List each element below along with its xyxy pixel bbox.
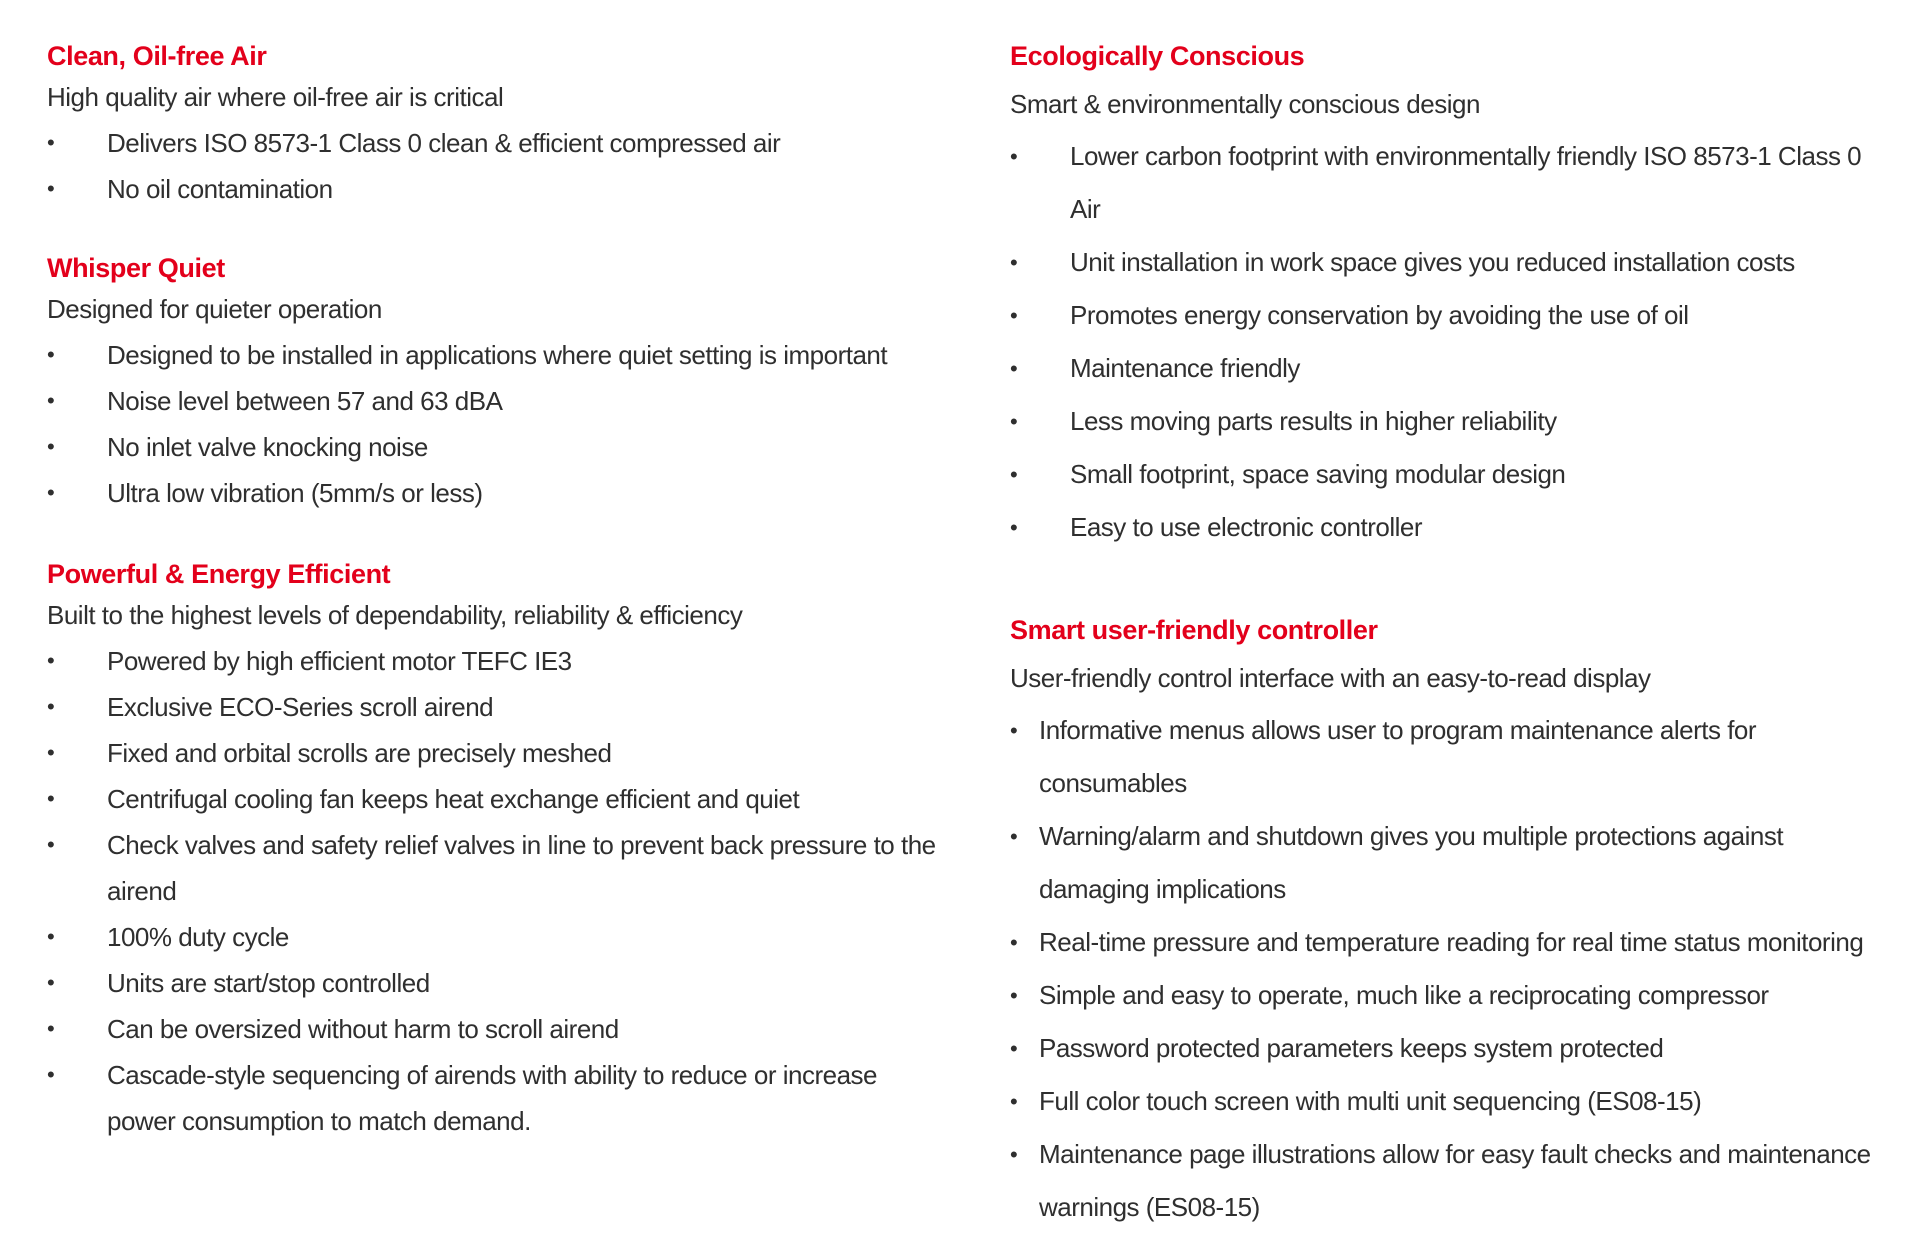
right-column: [1010, 38, 1890, 1234]
list-item: [1010, 448, 1890, 501]
list-item-text: Can be oversized without harm to scroll airend: [107, 1014, 619, 1044]
list-item-text: Real-time pressure and temperature reading for real time status monitoring: [1039, 927, 1864, 957]
bullet-list: [47, 120, 947, 212]
bullet-icon: •: [47, 740, 55, 765]
bullet-icon: •: [47, 176, 55, 201]
bullet-list: [1010, 130, 1890, 554]
list-item-text: Less moving parts results in higher reliability: [1070, 406, 1557, 436]
list-item-text: Powered by high efficient motor TEFC IE3: [107, 646, 572, 676]
bullet-list: [47, 638, 947, 1144]
section-subtitle: Built to the highest levels of dependability, reliability & efficiency: [47, 600, 743, 630]
list-item: [1010, 916, 1890, 969]
list-item: [1010, 810, 1890, 916]
list-item-text: Exclusive ECO-Series scroll airend: [107, 692, 494, 722]
list-item-text: Units are start/stop controlled: [107, 968, 430, 998]
list-item-text: Centrifugal cooling fan keeps heat exchange efficient and quiet: [107, 784, 800, 814]
list-item-text: Simple and easy to operate, much like a reciprocating compressor: [1039, 980, 1769, 1010]
bullet-icon: •: [47, 388, 55, 413]
list-item: [1010, 289, 1890, 342]
list-item-text: Ultra low vibration (5mm/s or less): [107, 478, 483, 508]
bullet-icon: •: [1010, 718, 1018, 743]
list-item: [1010, 969, 1890, 1022]
list-item-text: Check valves and safety relief valves in line to prevent back pressure to the airend: [107, 830, 936, 906]
list-item: [47, 914, 947, 960]
list-item-text: Full color touch screen with multi unit sequencing (ES08-15): [1039, 1086, 1702, 1116]
section-title: Powerful & Energy Efficient: [47, 559, 391, 589]
list-item: [1010, 501, 1890, 554]
bullet-icon: •: [47, 694, 55, 719]
list-item-text: Informative menus allows user to program maintenance alerts for consumables: [1039, 715, 1757, 798]
list-item-text: Delivers ISO 8573-1 Class 0 clean & efficient compressed air: [107, 128, 781, 158]
section-title: Smart user-friendly controller: [1010, 615, 1378, 645]
list-item: [47, 730, 947, 776]
list-item: [47, 1052, 947, 1144]
list-item: [47, 470, 947, 516]
bullet-icon: •: [1010, 930, 1018, 955]
list-item: [1010, 1128, 1890, 1234]
list-item: [47, 120, 947, 166]
list-item-text: No inlet valve knocking noise: [107, 432, 428, 462]
section-title: Whisper Quiet: [47, 253, 225, 283]
list-item: [47, 166, 947, 212]
bullet-icon: •: [1010, 303, 1018, 328]
list-item: [1010, 1075, 1890, 1128]
bullet-icon: •: [1010, 462, 1018, 487]
list-item-text: Easy to use electronic controller: [1070, 512, 1423, 542]
list-item-text: Password protected parameters keeps system protected: [1039, 1033, 1664, 1063]
list-item: [47, 776, 947, 822]
bullet-icon: •: [1010, 983, 1018, 1008]
bullet-icon: •: [47, 130, 55, 155]
bullet-icon: •: [1010, 824, 1018, 849]
list-item-text: Lower carbon footprint with environmentally friendly ISO 8573-1 Class 0 Air: [1070, 141, 1862, 224]
bullet-list: [47, 332, 947, 516]
bullet-icon: •: [47, 434, 55, 459]
bullet-icon: •: [1010, 515, 1018, 540]
list-item-text: Unit installation in work space gives you reduced installation costs: [1070, 247, 1795, 277]
bullet-icon: •: [1010, 356, 1018, 381]
list-item: [47, 822, 947, 914]
list-item: [1010, 704, 1890, 810]
list-item-text: Maintenance page illustrations allow for easy fault checks and maintenance warnings (ES08-15): [1039, 1139, 1871, 1222]
bullet-icon: •: [47, 924, 55, 949]
list-item: [1010, 236, 1890, 289]
section-title: Ecologically Conscious: [1010, 41, 1305, 71]
left-column: [47, 38, 947, 1182]
section-ecologically-conscious: [1010, 38, 1890, 554]
bullet-list: [1010, 704, 1890, 1234]
list-item: [47, 638, 947, 684]
list-item: [1010, 342, 1890, 395]
bullet-icon: •: [47, 970, 55, 995]
list-item-text: Fixed and orbital scrolls are precisely meshed: [107, 738, 612, 768]
bullet-icon: •: [1010, 1036, 1018, 1061]
section-subtitle: User-friendly control interface with an easy-to-read display: [1010, 663, 1651, 693]
section-subtitle: Smart & environmentally conscious design: [1010, 89, 1480, 119]
list-item: [47, 684, 947, 730]
list-item: [1010, 1022, 1890, 1075]
list-item-text: 100% duty cycle: [107, 922, 289, 952]
section-title: Clean, Oil-free Air: [47, 41, 267, 71]
bullet-icon: •: [47, 342, 55, 367]
section-subtitle: High quality air where oil-free air is critical: [47, 82, 504, 112]
section-powerful-energy-efficient: [47, 556, 947, 1144]
section-whisper-quiet: [47, 250, 947, 516]
bullet-icon: •: [47, 480, 55, 505]
list-item: [47, 1006, 947, 1052]
bullet-icon: •: [1010, 144, 1018, 169]
bullet-icon: •: [47, 786, 55, 811]
bullet-icon: •: [47, 648, 55, 673]
section-subtitle: Designed for quieter operation: [47, 294, 382, 324]
bullet-icon: •: [1010, 250, 1018, 275]
bullet-icon: •: [1010, 1089, 1018, 1114]
bullet-icon: •: [47, 1016, 55, 1041]
section-smart-controller: [1010, 612, 1890, 1234]
list-item-text: Warning/alarm and shutdown gives you multiple protections against damaging implications: [1039, 821, 1784, 904]
bullet-icon: •: [1010, 1142, 1018, 1167]
list-item: [1010, 130, 1890, 236]
list-item: [47, 378, 947, 424]
list-item: [47, 424, 947, 470]
list-item-text: Maintenance friendly: [1070, 353, 1300, 383]
bullet-icon: •: [47, 1062, 55, 1087]
bullet-icon: •: [1010, 409, 1018, 434]
list-item: [47, 960, 947, 1006]
list-item-text: Designed to be installed in applications where quiet setting is important: [107, 340, 888, 370]
list-item-text: Promotes energy conservation by avoiding the use of oil: [1070, 300, 1689, 330]
section-clean-oil-free-air: [47, 38, 947, 212]
list-item: [1010, 395, 1890, 448]
bullet-icon: •: [47, 832, 55, 857]
list-item-text: Noise level between 57 and 63 dBA: [107, 386, 503, 416]
list-item: [47, 332, 947, 378]
list-item-text: No oil contamination: [107, 174, 333, 204]
list-item-text: Small footprint, space saving modular design: [1070, 459, 1566, 489]
list-item-text: Cascade-style sequencing of airends with ability to reduce or increase power consumption to match demand.: [107, 1060, 877, 1136]
